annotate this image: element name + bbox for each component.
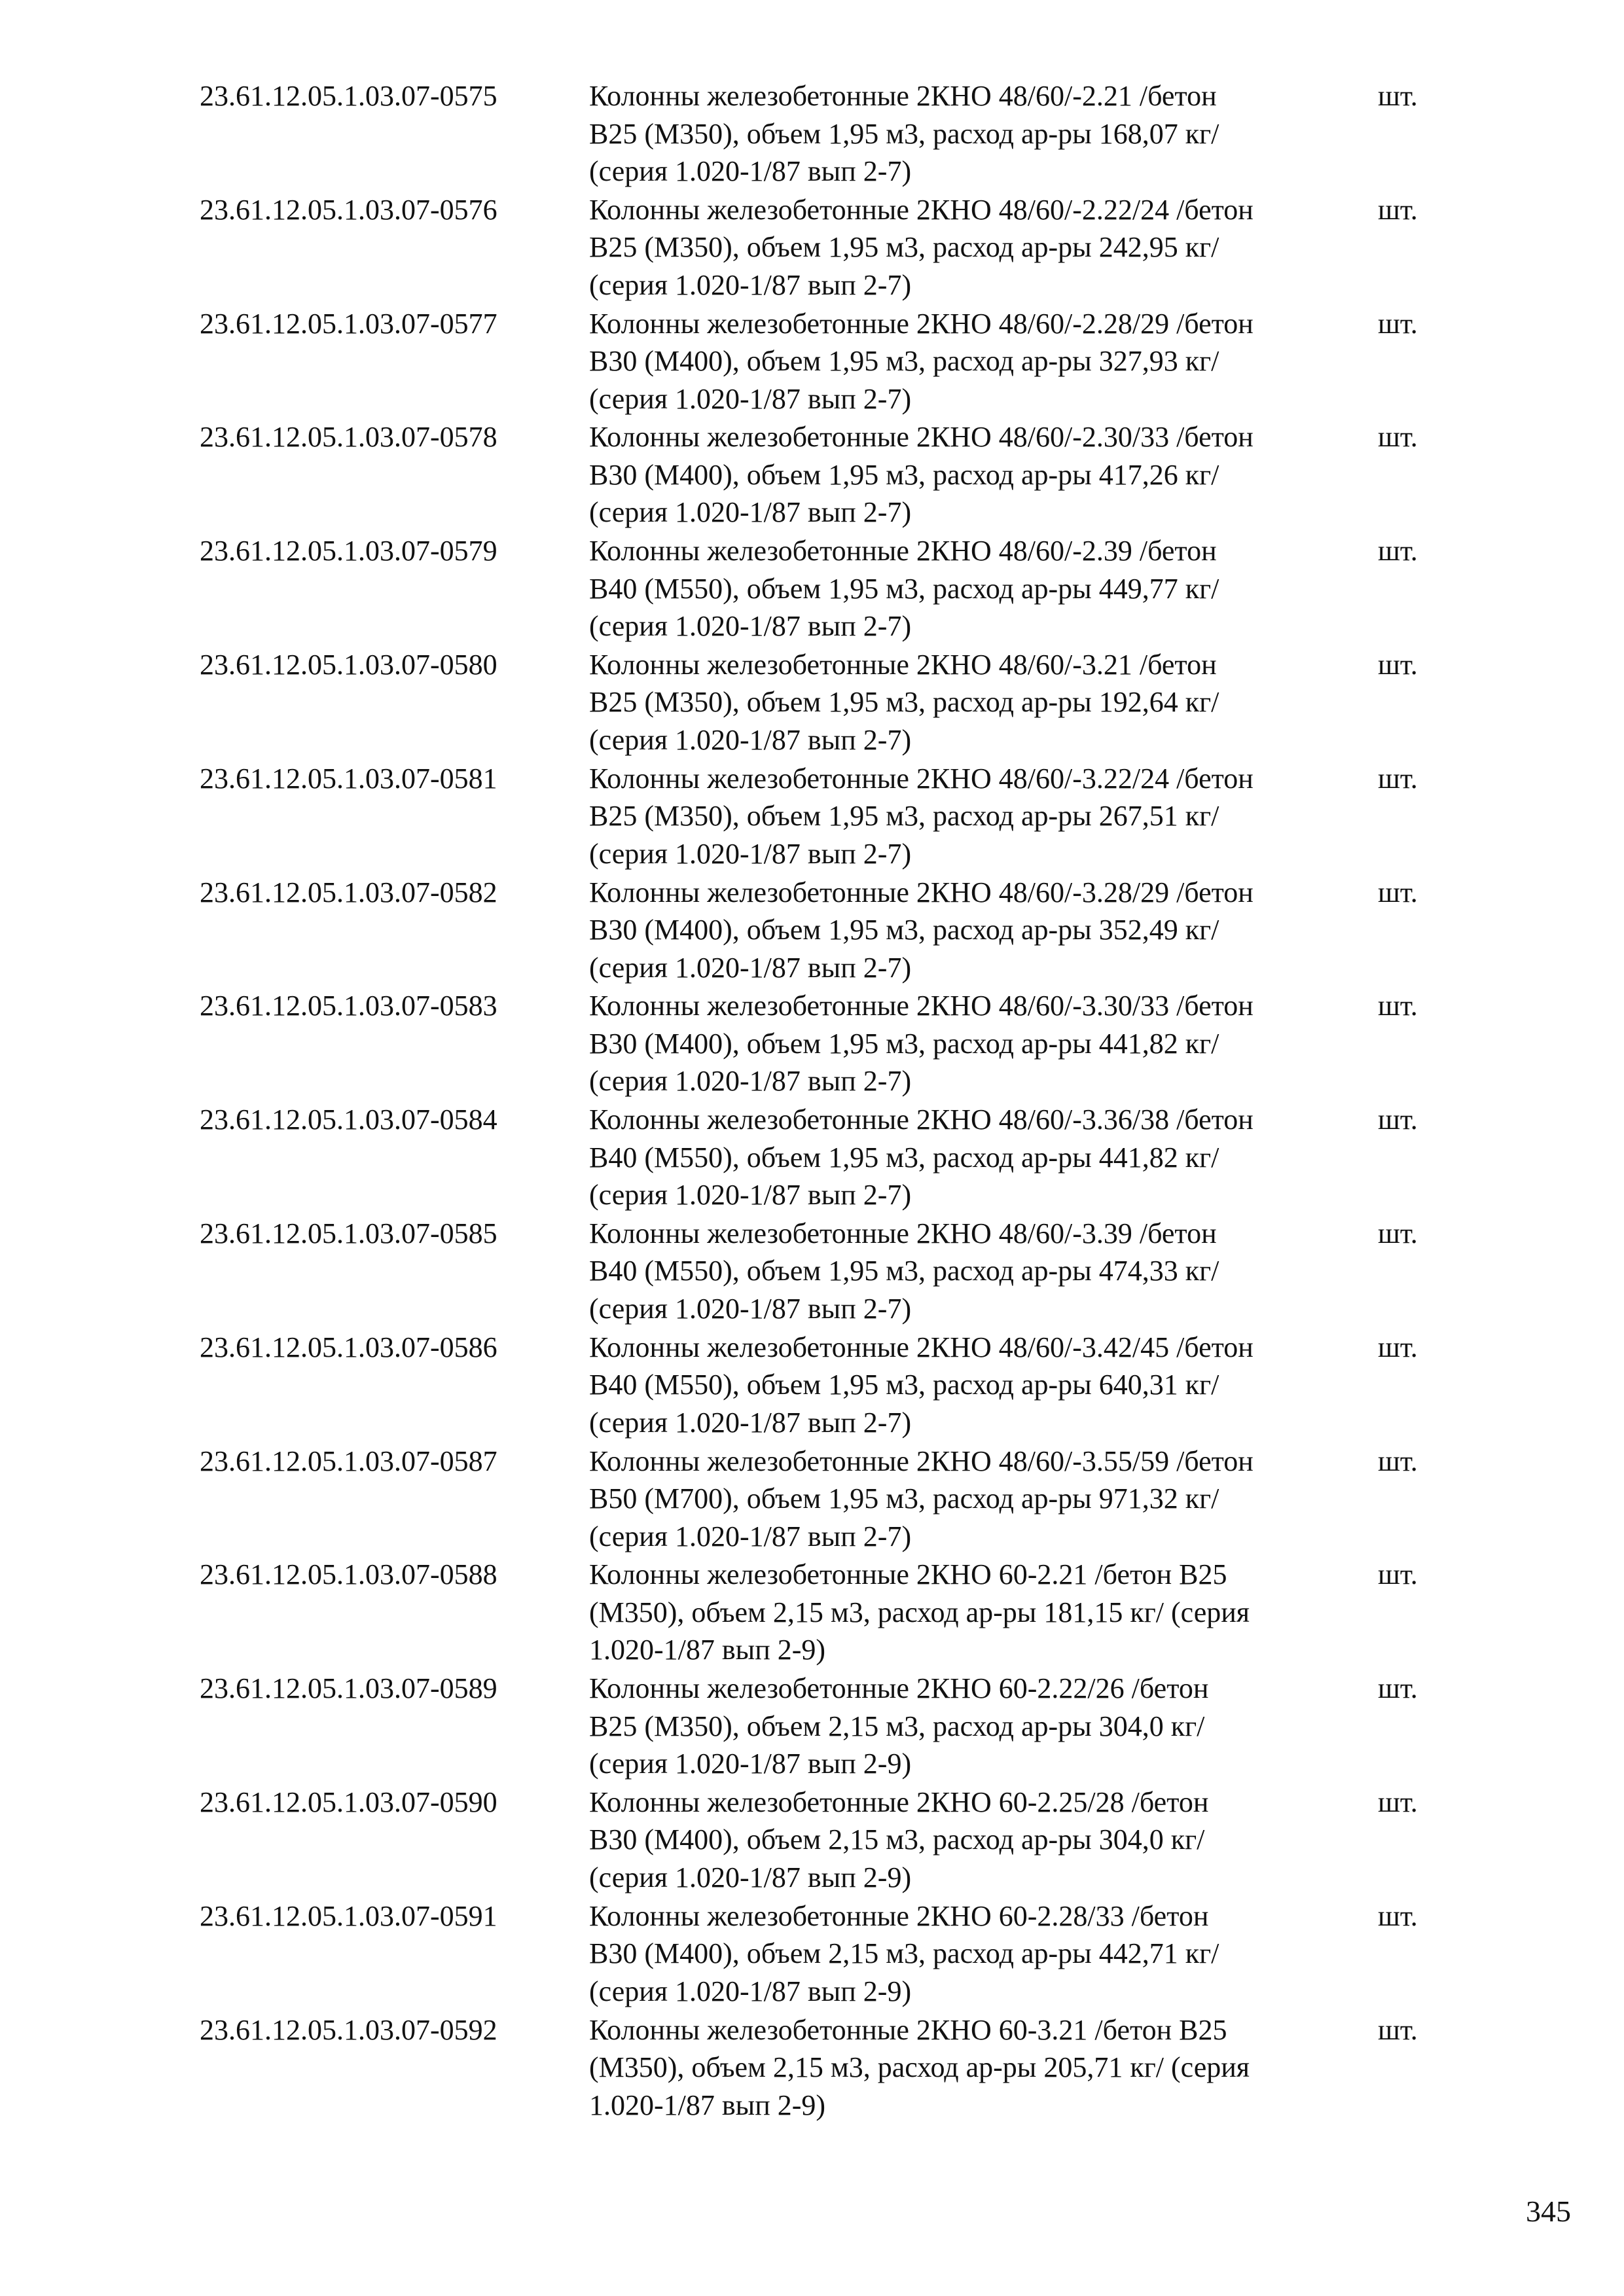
item-description: Колонны железобетонные 2КНО 48/60/-2.28/29 /бетон B30 (М400), объем 1,95 м3, расход ар-ры 327,93 кг/ (серия 1.020-1/87 вып 2-7) <box>589 307 1254 415</box>
list-item <box>200 1101 1443 1215</box>
item-code: 23.61.12.05.1.03.07-0580 <box>200 648 497 681</box>
list-item <box>200 418 1443 532</box>
list-item <box>200 987 1443 1101</box>
item-description: Колонны железобетонные 2КНО 48/60/-3.22/24 /бетон B25 (М350), объем 1,95 м3, расход ар-ры 267,51 кг/ (серия 1.020-1/87 вып 2-7) <box>589 762 1254 870</box>
item-unit: шт. <box>1378 1672 1418 1705</box>
item-unit: шт. <box>1378 876 1418 908</box>
item-description: Колонны железобетонные 2КНО 48/60/-3.36/38 /бетон B40 (М550), объем 1,95 м3, расход ар-ры 441,82 кг/ (серия 1.020-1/87 вып 2-7) <box>589 1103 1254 1211</box>
item-code: 23.61.12.05.1.03.07-0590 <box>200 1785 497 1818</box>
item-unit: шт. <box>1378 1217 1418 1249</box>
item-code: 23.61.12.05.1.03.07-0581 <box>200 762 497 795</box>
list-item <box>200 1784 1443 1897</box>
item-code: 23.61.12.05.1.03.07-0583 <box>200 990 497 1022</box>
item-description: Колонны железобетонные 2КНО 60-2.25/28 /бетон B30 (М400), объем 2,15 м3, расход ар-ры 304,0 кг/ (серия 1.020-1/87 вып 2-9) <box>589 1785 1209 1893</box>
list-item <box>200 191 1443 305</box>
list-item <box>200 1215 1443 1329</box>
item-unit: шт. <box>1378 535 1418 567</box>
item-unit: шт. <box>1378 307 1418 340</box>
list-item <box>200 646 1443 760</box>
item-unit: шт. <box>1378 1785 1418 1818</box>
list-item <box>200 532 1443 646</box>
list-item <box>200 1670 1443 1784</box>
list-item <box>200 1443 1443 1556</box>
item-description: Колонны железобетонные 2КНО 48/60/-3.42/45 /бетон B40 (М550), объем 1,95 м3, расход ар-ры 640,31 кг/ (серия 1.020-1/87 вып 2-7) <box>589 1331 1254 1439</box>
list-item <box>200 1556 1443 1670</box>
item-code: 23.61.12.05.1.03.07-0592 <box>200 2013 497 2046</box>
item-description: Колонны железобетонные 2КНО 48/60/-2.21 /бетон B25 (М350), объем 1,95 м3, расход ар-ры 168,07 кг/ (серия 1.020-1/87 вып 2-7) <box>589 80 1219 187</box>
item-code: 23.61.12.05.1.03.07-0585 <box>200 1217 497 1249</box>
item-unit: шт. <box>1378 1899 1418 1932</box>
list-item <box>200 1897 1443 2011</box>
item-code: 23.61.12.05.1.03.07-0578 <box>200 421 497 454</box>
item-description: Колонны железобетонные 2КНО 48/60/-2.39 /бетон B40 (М550), объем 1,95 м3, расход ар-ры 449,77 кг/ (серия 1.020-1/87 вып 2-7) <box>589 535 1219 643</box>
item-description: Колонны железобетонные 2КНО 48/60/-3.55/59 /бетон B50 (М700), объем 1,95 м3, расход ар-ры 971,32 кг/ (серия 1.020-1/87 вып 2-7) <box>589 1444 1254 1552</box>
item-unit: шт. <box>1378 990 1418 1022</box>
item-description: Колонны железобетонные 2КНО 60-2.22/26 /бетон B25 (М350), объем 2,15 м3, расход ар-ры 304,0 кг/ (серия 1.020-1/87 вып 2-9) <box>589 1672 1209 1780</box>
item-code: 23.61.12.05.1.03.07-0586 <box>200 1331 497 1363</box>
item-code: 23.61.12.05.1.03.07-0579 <box>200 535 497 567</box>
item-code: 23.61.12.05.1.03.07-0577 <box>200 307 497 340</box>
item-description: Колонны железобетонные 2КНО 48/60/-3.30/33 /бетон B30 (М400), объем 1,95 м3, расход ар-ры 441,82 кг/ (серия 1.020-1/87 вып 2-7) <box>589 990 1254 1098</box>
item-unit: шт. <box>1378 1103 1418 1136</box>
list-item <box>200 1329 1443 1443</box>
list-item <box>200 305 1443 419</box>
item-unit: шт. <box>1378 648 1418 681</box>
item-description: Колонны железобетонные 2КНО 60-2.28/33 /бетон B30 (М400), объем 2,15 м3, расход ар-ры 442,71 кг/ (серия 1.020-1/87 вып 2-9) <box>589 1899 1219 2007</box>
item-description: Колонны железобетонные 2КНО 60-3.21 /бетон B25 (М350), объем 2,15 м3, расход ар-ры 205,71 кг/ (серия 1.020-1/87 вып 2-9) <box>589 2013 1250 2121</box>
page-number: 345 <box>1526 2195 1571 2228</box>
item-code: 23.61.12.05.1.03.07-0591 <box>200 1899 497 1932</box>
item-description: Колонны железобетонные 2КНО 48/60/-3.39 /бетон B40 (М550), объем 1,95 м3, расход ар-ры 474,33 кг/ (серия 1.020-1/87 вып 2-7) <box>589 1217 1219 1325</box>
item-code: 23.61.12.05.1.03.07-0587 <box>200 1444 497 1477</box>
item-unit: шт. <box>1378 421 1418 454</box>
item-unit: шт. <box>1378 2013 1418 2046</box>
list-item <box>200 77 1443 191</box>
item-description: Колонны железобетонные 2КНО 48/60/-2.30/33 /бетон B30 (М400), объем 1,95 м3, расход ар-ры 417,26 кг/ (серия 1.020-1/87 вып 2-7) <box>589 421 1254 529</box>
item-code: 23.61.12.05.1.03.07-0589 <box>200 1672 497 1705</box>
item-code: 23.61.12.05.1.03.07-0582 <box>200 876 497 908</box>
item-code: 23.61.12.05.1.03.07-0575 <box>200 80 497 112</box>
entry-list <box>200 77 1443 2125</box>
item-code: 23.61.12.05.1.03.07-0576 <box>200 193 497 226</box>
item-description: Колонны железобетонные 2КНО 48/60/-3.21 /бетон B25 (М350), объем 1,95 м3, расход ар-ры 192,64 кг/ (серия 1.020-1/87 вып 2-7) <box>589 648 1219 756</box>
list-item <box>200 2011 1443 2125</box>
item-description: Колонны железобетонные 2КНО 48/60/-2.22/24 /бетон B25 (М350), объем 1,95 м3, расход ар-ры 242,95 кг/ (серия 1.020-1/87 вып 2-7) <box>589 193 1254 301</box>
item-unit: шт. <box>1378 1444 1418 1477</box>
item-description: Колонны железобетонные 2КНО 60-2.21 /бетон B25 (М350), объем 2,15 м3, расход ар-ры 181,15 кг/ (серия 1.020-1/87 вып 2-9) <box>589 1558 1250 1666</box>
list-item <box>200 760 1443 874</box>
item-unit: шт. <box>1378 1331 1418 1363</box>
item-description: Колонны железобетонные 2КНО 48/60/-3.28/29 /бетон B30 (М400), объем 1,95 м3, расход ар-ры 352,49 кг/ (серия 1.020-1/87 вып 2-7) <box>589 876 1254 984</box>
item-unit: шт. <box>1378 80 1418 112</box>
item-unit: шт. <box>1378 193 1418 226</box>
item-unit: шт. <box>1378 1558 1418 1591</box>
item-code: 23.61.12.05.1.03.07-0588 <box>200 1558 497 1591</box>
item-code: 23.61.12.05.1.03.07-0584 <box>200 1103 497 1136</box>
list-item <box>200 874 1443 988</box>
item-unit: шт. <box>1378 762 1418 795</box>
